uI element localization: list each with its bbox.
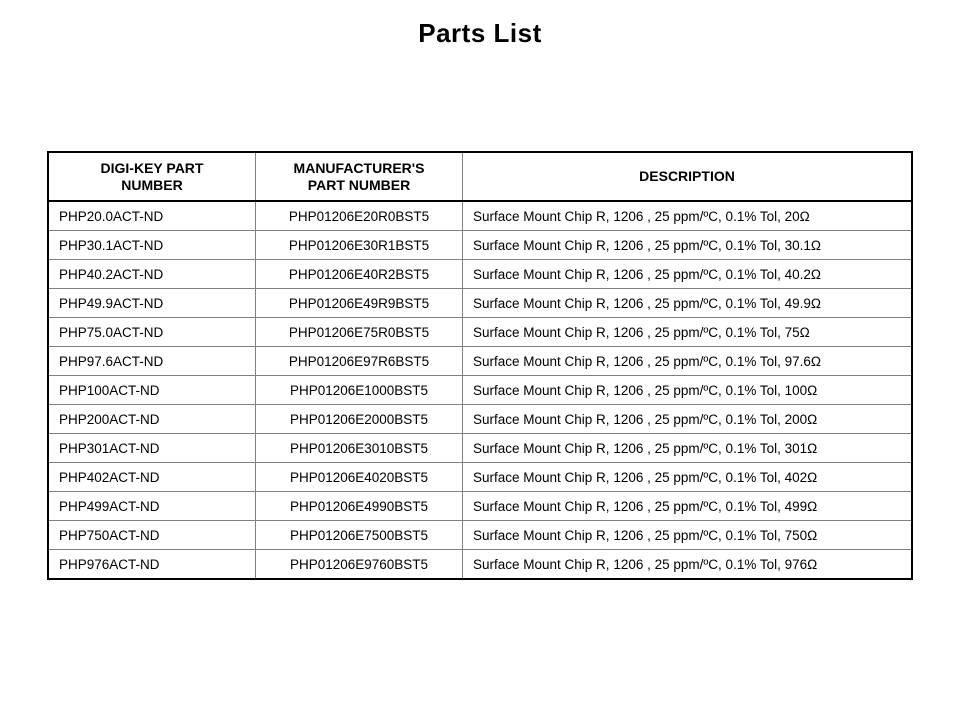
table-row xyxy=(48,231,912,260)
description-cell: Surface Mount Chip R, 1206 , 25 ppm/ºC, 0.1% Tol, 100Ω xyxy=(463,376,913,405)
header-digikey-part-number xyxy=(48,152,256,201)
table-row xyxy=(48,347,912,376)
table-row xyxy=(48,434,912,463)
digikey-part-number-cell: PHP75.0ACT-ND xyxy=(48,318,256,347)
description-cell: Surface Mount Chip R, 1206 , 25 ppm/ºC, 0.1% Tol, 402Ω xyxy=(463,463,913,492)
table-header xyxy=(48,152,912,201)
manufacturer-part-number-cell: PHP01206E9760BST5 xyxy=(256,550,463,580)
manufacturer-part-number-cell: PHP01206E75R0BST5 xyxy=(256,318,463,347)
description-cell: Surface Mount Chip R, 1206 , 25 ppm/ºC, 0.1% Tol, 976Ω xyxy=(463,550,913,580)
manufacturer-part-number-cell: PHP01206E1000BST5 xyxy=(256,376,463,405)
digikey-part-number-cell: PHP30.1ACT-ND xyxy=(48,231,256,260)
description-cell: Surface Mount Chip R, 1206 , 25 ppm/ºC, 0.1% Tol, 40.2Ω xyxy=(463,260,913,289)
digikey-part-number-cell: PHP20.0ACT-ND xyxy=(48,201,256,231)
description-cell: Surface Mount Chip R, 1206 , 25 ppm/ºC, 0.1% Tol, 75Ω xyxy=(463,318,913,347)
table-row xyxy=(48,201,912,231)
description-cell: Surface Mount Chip R, 1206 , 25 ppm/ºC, 0.1% Tol, 750Ω xyxy=(463,521,913,550)
manufacturer-part-number-cell: PHP01206E97R6BST5 xyxy=(256,347,463,376)
manufacturer-part-number-cell: PHP01206E3010BST5 xyxy=(256,434,463,463)
description-cell: Surface Mount Chip R, 1206 , 25 ppm/ºC, 0.1% Tol, 49.9Ω xyxy=(463,289,913,318)
description-cell: Surface Mount Chip R, 1206 , 25 ppm/ºC, 0.1% Tol, 301Ω xyxy=(463,434,913,463)
digikey-part-number-cell: PHP40.2ACT-ND xyxy=(48,260,256,289)
digikey-part-number-cell: PHP402ACT-ND xyxy=(48,463,256,492)
description-cell: Surface Mount Chip R, 1206 , 25 ppm/ºC, 0.1% Tol, 97.6Ω xyxy=(463,347,913,376)
digikey-part-number-cell: PHP976ACT-ND xyxy=(48,550,256,580)
description-cell: Surface Mount Chip R, 1206 , 25 ppm/ºC, 0.1% Tol, 200Ω xyxy=(463,405,913,434)
manufacturer-part-number-cell: PHP01206E20R0BST5 xyxy=(256,201,463,231)
header-manufacturer-line1: MANUFACTURER'S xyxy=(293,159,425,176)
header-description: DESCRIPTION xyxy=(463,152,913,201)
header-digikey-line2: NUMBER xyxy=(121,176,183,193)
table-row xyxy=(48,405,912,434)
table-row xyxy=(48,521,912,550)
digikey-part-number-cell: PHP200ACT-ND xyxy=(48,405,256,434)
digikey-part-number-cell: PHP301ACT-ND xyxy=(48,434,256,463)
digikey-part-number-cell: PHP100ACT-ND xyxy=(48,376,256,405)
table-body xyxy=(48,201,912,579)
description-cell: Surface Mount Chip R, 1206 , 25 ppm/ºC, 0.1% Tol, 20Ω xyxy=(463,201,913,231)
manufacturer-part-number-cell: PHP01206E49R9BST5 xyxy=(256,289,463,318)
table-row xyxy=(48,376,912,405)
parts-table xyxy=(47,151,913,580)
header-manufacturer-part-number xyxy=(256,152,463,201)
manufacturer-part-number-cell: PHP01206E2000BST5 xyxy=(256,405,463,434)
header-digikey-line1: DIGI-KEY PART xyxy=(100,159,204,176)
digikey-part-number-cell: PHP750ACT-ND xyxy=(48,521,256,550)
digikey-part-number-cell: PHP97.6ACT-ND xyxy=(48,347,256,376)
table-row xyxy=(48,492,912,521)
description-cell: Surface Mount Chip R, 1206 , 25 ppm/ºC, 0.1% Tol, 499Ω xyxy=(463,492,913,521)
header-manufacturer-line2: PART NUMBER xyxy=(307,176,411,193)
digikey-part-number-cell: PHP49.9ACT-ND xyxy=(48,289,256,318)
digikey-part-number-cell: PHP499ACT-ND xyxy=(48,492,256,521)
description-cell: Surface Mount Chip R, 1206 , 25 ppm/ºC, 0.1% Tol, 30.1Ω xyxy=(463,231,913,260)
page-title: Parts List xyxy=(418,18,542,48)
header-row xyxy=(48,152,912,201)
table-row xyxy=(48,318,912,347)
table-row xyxy=(48,550,912,580)
table-row xyxy=(48,260,912,289)
manufacturer-part-number-cell: PHP01206E4020BST5 xyxy=(256,463,463,492)
manufacturer-part-number-cell: PHP01206E4990BST5 xyxy=(256,492,463,521)
manufacturer-part-number-cell: PHP01206E7500BST5 xyxy=(256,521,463,550)
manufacturer-part-number-cell: PHP01206E40R2BST5 xyxy=(256,260,463,289)
table-row xyxy=(48,289,912,318)
table-row xyxy=(48,463,912,492)
manufacturer-part-number-cell: PHP01206E30R1BST5 xyxy=(256,231,463,260)
